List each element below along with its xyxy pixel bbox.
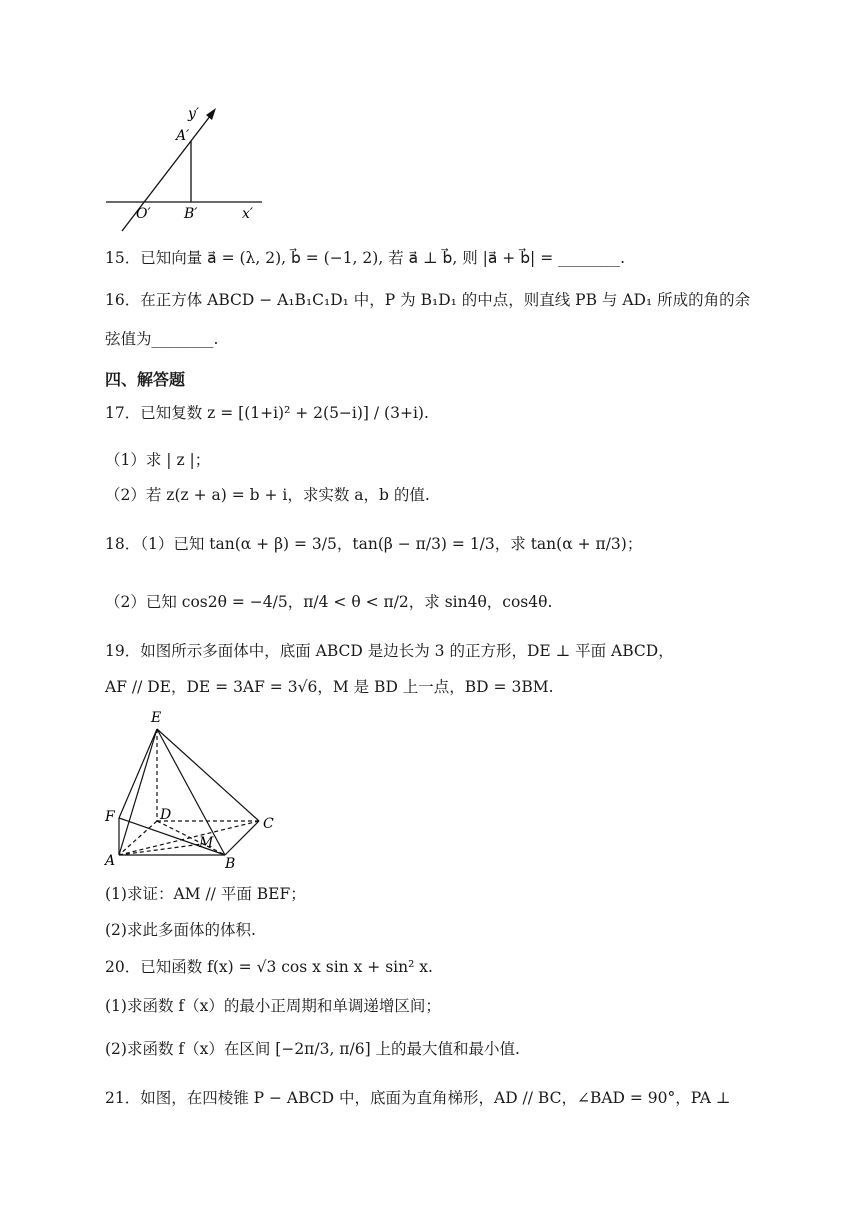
question-21-line-1: 21．如图，在四棱锥 P − ABCD 中，底面为直角梯形，AD // BC，∠BAD = 90°，PA ⊥ — [105, 1089, 731, 1107]
question-19-line-2: AF // DE，DE = 3AF = 3√6，M 是 BD 上一点，BD = 3BM. — [105, 678, 554, 696]
label-y-prime: y′ — [188, 106, 200, 122]
question-17-part-1: （1）求 | z |； — [105, 451, 211, 469]
label-a: A — [105, 853, 116, 869]
label-m: M — [199, 835, 214, 851]
figure-polyhedron — [100, 708, 285, 873]
question-15: 15．已知向量 a⃗ = (λ, 2), b⃗ = (−1, 2), 若 a⃗ ⊥ b⃗, 则 |a⃗ + b⃗| = ________. — [105, 249, 626, 267]
question-16-line-2: 弦值为________. — [105, 330, 219, 348]
question-18-part-1: 18．（1）已知 tan(α + β) = 3/5，tan(β − π/3) = 1/3，求 tan(α + π/3)； — [105, 535, 643, 553]
label-d: D — [160, 807, 172, 823]
question-20-part-2: (2)求函数 f（x）在区间 [−2π/3, π/6] 上的最大值和最小值. — [105, 1040, 520, 1058]
label-b-prime: B′ — [184, 206, 198, 222]
edge-ea — [119, 729, 157, 855]
label-b: B — [225, 856, 236, 872]
label-a-prime: A′ — [176, 128, 190, 144]
edge-am — [119, 844, 202, 855]
question-17-stem: 17．已知复数 z = [(1+i)² + 2(5−i)] / (3+i). — [105, 404, 429, 422]
label-c: C — [263, 816, 274, 832]
edge-ac — [119, 821, 259, 855]
question-17-part-2: （2）若 z(z + a) = b + i，求实数 a，b 的值. — [105, 486, 430, 504]
figure-oblique-axes — [100, 98, 270, 233]
question-20-stem: 20．已知函数 f(x) = √3 cos x sin x + sin² x. — [105, 958, 433, 976]
question-18-part-2: （2）已知 cos2θ = −4/5，π/4 < θ < π/2，求 sin4θ，cos4θ. — [105, 593, 553, 611]
label-x-prime: x′ — [242, 206, 254, 222]
label-e: E — [151, 710, 162, 726]
y-axis-arrow — [206, 108, 216, 120]
question-19-part-2: (2)求此多面体的体积. — [105, 921, 256, 939]
question-16-line-1: 16．在正方体 ABCD − A₁B₁C₁D₁ 中，P 为 B₁D₁ 的中点，则直线 PB 与 AD₁ 所成的角的余 — [105, 291, 751, 309]
question-19-line-1: 19．如图所示多面体中，底面 ABCD 是边长为 3 的正方形，DE ⊥ 平面 ABCD， — [105, 642, 674, 660]
edge-eb — [157, 729, 225, 855]
edge-bc — [225, 821, 259, 855]
label-f: F — [105, 809, 115, 825]
edge-ec — [157, 729, 259, 821]
section-heading: 四、解答题 — [105, 370, 186, 389]
question-20-part-1: (1)求函数 f（x）的最小正周期和单调递增区间； — [105, 997, 441, 1015]
edge-ef — [119, 729, 157, 818]
label-o-prime: O′ — [136, 206, 151, 222]
question-19-part-1: (1)求证：AM // 平面 BEF； — [105, 885, 306, 903]
